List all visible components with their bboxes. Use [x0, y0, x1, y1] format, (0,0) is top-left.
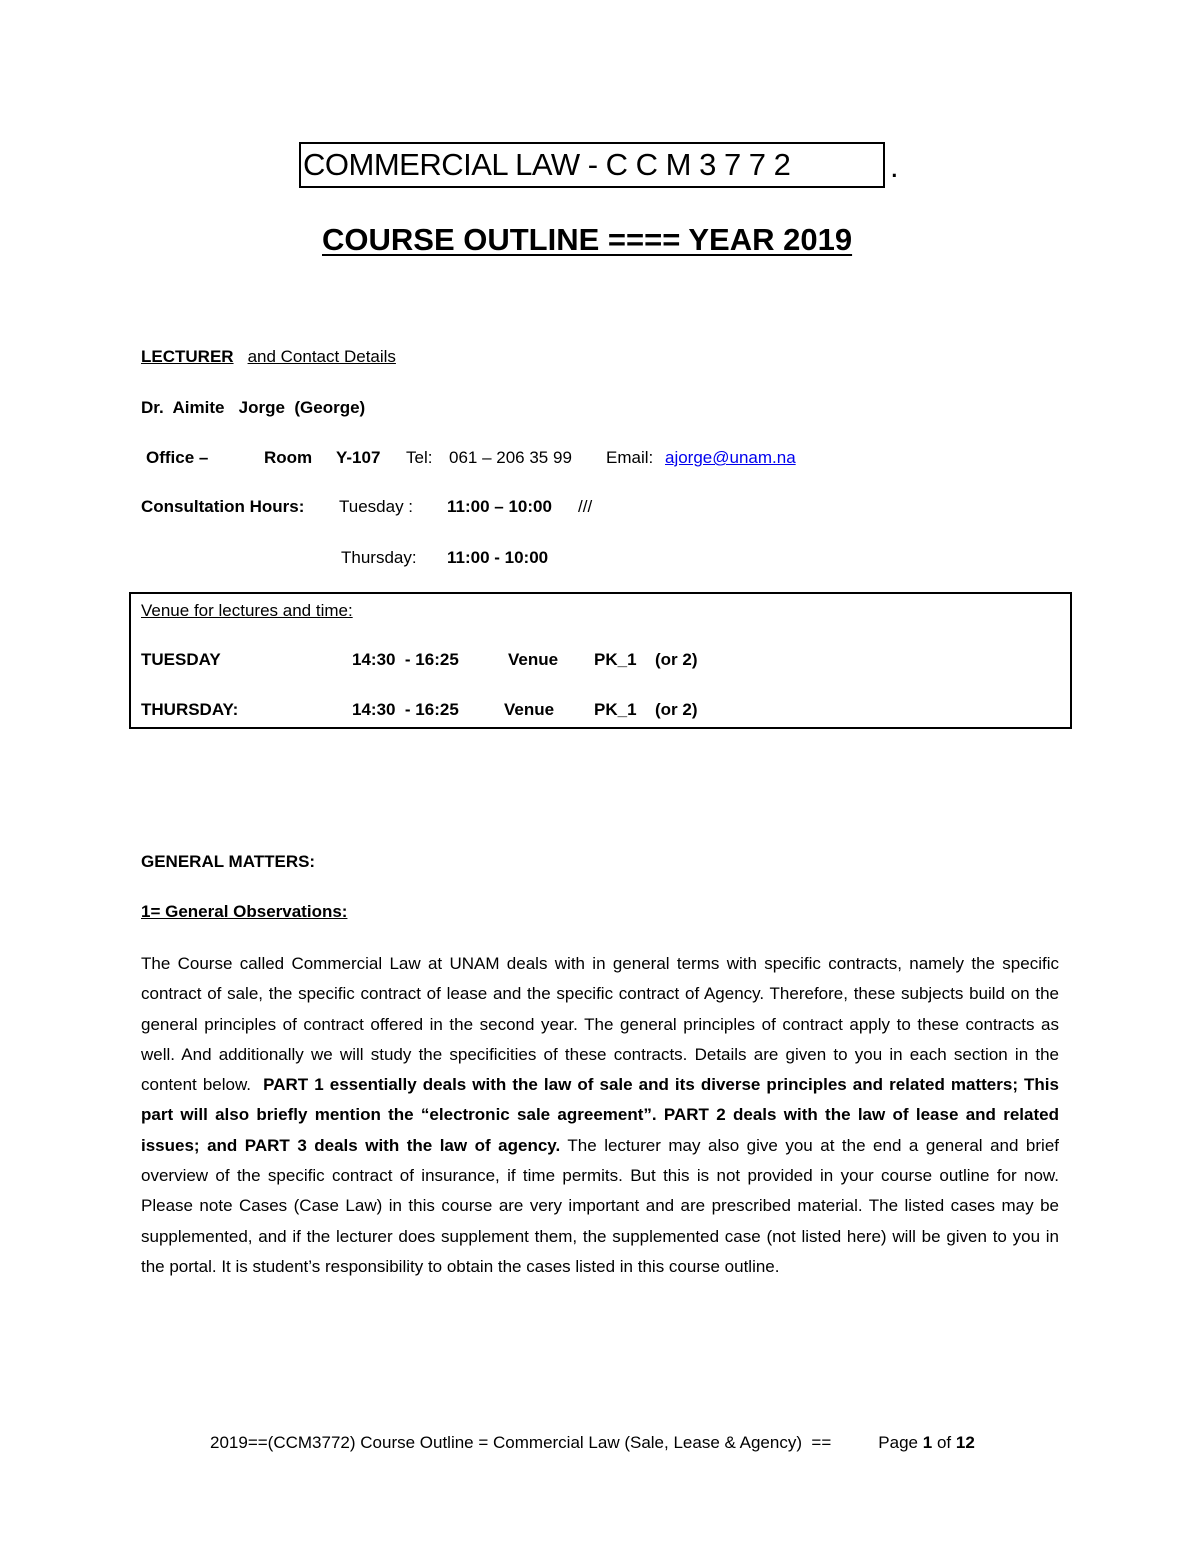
consultation-tuesday-label: Tuesday :	[339, 497, 414, 516]
venue-row-venue-label: Venue	[504, 700, 555, 719]
venue-row-alt: (or 2)	[655, 700, 698, 719]
paragraph-bold-text: PART 1 essentially deals with the law of sale and its diverse principles and related matters; This part will also briefly mention the “electronic sale agreement”. PART 2 deals with the law of lease and related issues; and PART 3 deals with the law of agency.	[141, 1075, 1059, 1155]
venue-row-time: 14:30 - 16:25	[352, 650, 459, 669]
venue-row-day: THURSDAY:	[141, 700, 239, 719]
email-link[interactable]: ajorge@unam.na	[665, 448, 796, 467]
venue-row-day: TUESDAY	[141, 650, 221, 669]
lecturer-name: Dr. Aimite Jorge (George)	[141, 398, 366, 417]
consultation-hours-label: Consultation Hours:	[141, 497, 305, 516]
consultation-separator: ///	[578, 497, 593, 516]
footer-of-label: of	[936, 1433, 952, 1452]
footer-page-total: 12	[955, 1433, 975, 1452]
venue-row-room: PK_1	[594, 700, 637, 719]
consultation-thursday-time: 11:00 - 10:00	[447, 548, 549, 567]
title-dot: .	[890, 149, 899, 184]
page-footer	[210, 1433, 975, 1453]
lecturer-heading	[141, 346, 396, 368]
tel-value: 061 – 206 35 99	[449, 448, 572, 467]
tel-label: Tel:	[406, 448, 433, 467]
course-title: COMMERCIAL LAW - C C M 3 7 7 2	[299, 142, 885, 188]
general-observations-paragraph	[141, 949, 1059, 1282]
footer-text: 2019==(CCM3772) Course Outline = Commercial Law (Sale, Lease & Agency) ==	[210, 1433, 832, 1452]
venue-heading: Venue for lectures and time:	[141, 601, 353, 620]
office-label: Office –	[146, 448, 209, 467]
general-observations-heading: 1= General Observations:	[141, 902, 348, 921]
venue-row-time: 14:30 - 16:25	[352, 700, 459, 719]
consultation-thursday-label: Thursday:	[341, 548, 417, 567]
email-label: Email:	[606, 448, 654, 467]
course-outline-subtitle: COURSE OUTLINE ==== YEAR 2019	[322, 222, 853, 257]
lecturer-heading-bold: LECTURER	[141, 347, 234, 366]
room-value: Y-107	[336, 448, 381, 467]
lecturer-heading-rest: and Contact Details	[247, 347, 396, 366]
consultation-tuesday-time: 11:00 – 10:00	[447, 497, 552, 516]
general-matters-heading: GENERAL MATTERS:	[141, 852, 316, 871]
venue-row-alt: (or 2)	[655, 650, 698, 669]
footer-page-label: Page	[878, 1433, 918, 1452]
venue-row-room: PK_1	[594, 650, 637, 669]
footer-page-number: 1	[922, 1433, 933, 1452]
venue-row-venue-label: Venue	[508, 650, 559, 669]
room-label: Room	[264, 448, 313, 467]
paragraph-text: The lecturer may also give you at the end a general and brief overview of the specific contract of insurance, if time permits. But this is not provided in your course outline for now. Please note Cases (Case Law) in this course are very important and are prescribed material. The listed cases may be supplemented, and if the lecturer does supplement them, the supplemented case (not listed here) will be given to you in the portal. It is student’s responsibility to obtain the cases listed in this course outline.	[141, 1135, 1060, 1276]
paragraph-text: The Course called Commercial Law at UNAM deals with in general terms with specific contracts, namely the specific contract of sale, the specific contract of lease and the specific contract of Agency. Therefore, these subjects build on the general principles of contract offered in the second year. The general principles of contract apply to these contracts as well. And additionally we will study the specificities of these contracts. Details are given to you in each section in the content below.	[141, 954, 1059, 1095]
